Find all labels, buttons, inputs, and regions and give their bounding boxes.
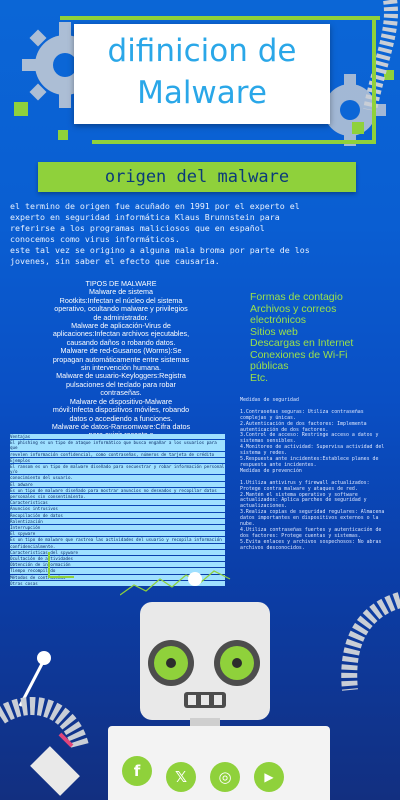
wave-line-icon [120, 565, 240, 605]
types-line: contraseñas. [100, 388, 142, 398]
contagion-line: Conexiones de Wi-Fi [250, 348, 348, 361]
note-line: conocimiento del usuario. [10, 475, 225, 480]
note-line: Es un tipo de malware diseñado para mostrar anuncios no deseados y recopilar datos [10, 488, 225, 493]
instagram-icon[interactable]: ◎ [210, 762, 240, 792]
types-line: causando daños o robando datos. [66, 337, 176, 347]
contagion-line: Sitios web [250, 325, 298, 338]
note-line: Tiempo recompilado [10, 568, 225, 573]
robot-arm-icon [0, 636, 90, 800]
contagion-line: Descargas en Internet [250, 337, 354, 349]
types-line: de administrador. [93, 312, 149, 322]
youtube-icon[interactable]: ▶ [254, 762, 284, 792]
note-line: Características [10, 500, 225, 505]
origin-heading: origen del malware [104, 167, 290, 187]
robot-arm-icon [325, 590, 400, 710]
note-line: El phishing es un tipo de ataque informático que busca engañar a los usuarios para que [10, 440, 225, 450]
note-line: El adware [10, 482, 225, 487]
types-line: móvil:Infecta dispositivos móviles, robando [52, 405, 190, 415]
types-line: propagan automáticamente entre sistemas [52, 354, 190, 364]
contagion-line: Etc. [250, 371, 269, 384]
contagion-line: Archivos y correos [250, 302, 337, 315]
note-line: Características del spyware [10, 550, 225, 555]
x-icon[interactable]: 𝕏 [166, 762, 196, 792]
origin-paragraph: el termino de origen fue acuñado en 1991 por el experto el experto en seguridad informática Klaus Brunnstein para referirse a los programas maliciosos que en español conocemos como virus informáticos. este tal vez se origino a alguna mala broma por parte de los jovenes, sin saber el efecto que causaria. [10, 201, 310, 266]
note-line: Anuncios intrusivos [10, 506, 225, 511]
types-line: Malware de aplicación-Virus de [71, 321, 171, 331]
note-line: Métodos de contraseñas [10, 575, 225, 580]
malware-types-list [22, 280, 220, 440]
title-frame-accent-bar [60, 16, 380, 20]
note-line: Obtención de información [10, 562, 225, 567]
robot-eye [148, 640, 194, 686]
note-line: Ralentización [10, 519, 225, 524]
contagion-list [250, 292, 395, 384]
types-line: Rootkits:Infectan el núcleo del sistema [59, 295, 183, 305]
robot-mouth [184, 692, 226, 708]
contagion-line: Formas de contagio [250, 291, 343, 303]
contagion-line: públicas [250, 360, 289, 372]
decor-corner-line [48, 552, 74, 578]
security-measures-text: Medidas de seguridad 1.Contraseñas seguras: Utiliza contraseñas complejas y únicas. 2.Autenticación de dos factores: Implementa autenticación de dos factores. 3.Control de acceso: Restringe acceso a datos y sistemas sensibles. 4.Monitoreo de actividad: Supervisa actividad del sistema y redes. 5.Respuesta ante incidentes:Establece planes de respuesta ante incidentes. Medidas de prevención 1.Utiliza antivirus y firewall actualizados: Protege contra malware y ataques de red. 2.Mantén el sistema operativo y software actualizados: Aplica parches de seguridad y actualizaciones. 3.Realiza copias de seguridad regulares: Almacena datos importantes en dispositivos externos o la nube. 4.Utiliza contraseñas fuertes y autenticación de dos factores: Protege cuentas y sistemas. 5.Evita enlaces y archivos sospechosos: No abras archivos desconocidos. [240, 397, 385, 551]
facebook-icon[interactable]: f [122, 756, 152, 786]
note-line: Es un tipo de malware que rastrea las actividades del usuario y recopila información [10, 537, 225, 542]
note-line: El ransom es un tipo de malware diseñado para secuestrar y robar información personal y/o [10, 464, 225, 475]
decor-square [58, 130, 68, 140]
types-line: pulsaciones del teclado para robar [66, 379, 176, 389]
note-line: Ejemplos [10, 458, 225, 463]
note-line: confidencialmente. [10, 544, 225, 549]
types-line: datos o accediendo a funciones. [69, 413, 173, 423]
note-line: revelen información confidencial, como contraseñas, números de tarjeta de crédito [10, 452, 225, 457]
contagion-line: electrónicos [250, 314, 307, 326]
types-line: Malware de sistema [89, 287, 153, 297]
types-line: Malware de red-Gusanos (Worms):Se [60, 346, 182, 356]
note-line: Ventajas [10, 434, 225, 439]
types-line: sin intervención humana. [81, 363, 161, 373]
types-line: Malware de datos-Ransomware:Cifra datos [51, 421, 191, 431]
types-line: Malware de usuario-Keyloggers:Registra [56, 371, 186, 381]
note-line: Otras cosas [10, 581, 225, 586]
decor-square [14, 102, 28, 116]
note-line: Ocultación de actividades [10, 556, 225, 561]
note-line: El spyware [10, 531, 225, 536]
page-title: difinicion de Malware [107, 33, 297, 111]
note-line: personales sin consentimiento. [10, 494, 225, 499]
robot-eye [214, 640, 260, 686]
note-line: Interrupción [10, 525, 225, 530]
types-line: TIPOS DE MALWARE [85, 279, 157, 288]
types-line: operativo, ocultando malware y privilegios [54, 304, 188, 314]
decor-dot [188, 572, 202, 586]
types-line: Malware de dispositivo-Malware [69, 396, 173, 406]
note-line: Recopilación de datos [10, 513, 225, 518]
types-line: aplicaciones:Infectan archivos ejecutables, [52, 329, 190, 339]
